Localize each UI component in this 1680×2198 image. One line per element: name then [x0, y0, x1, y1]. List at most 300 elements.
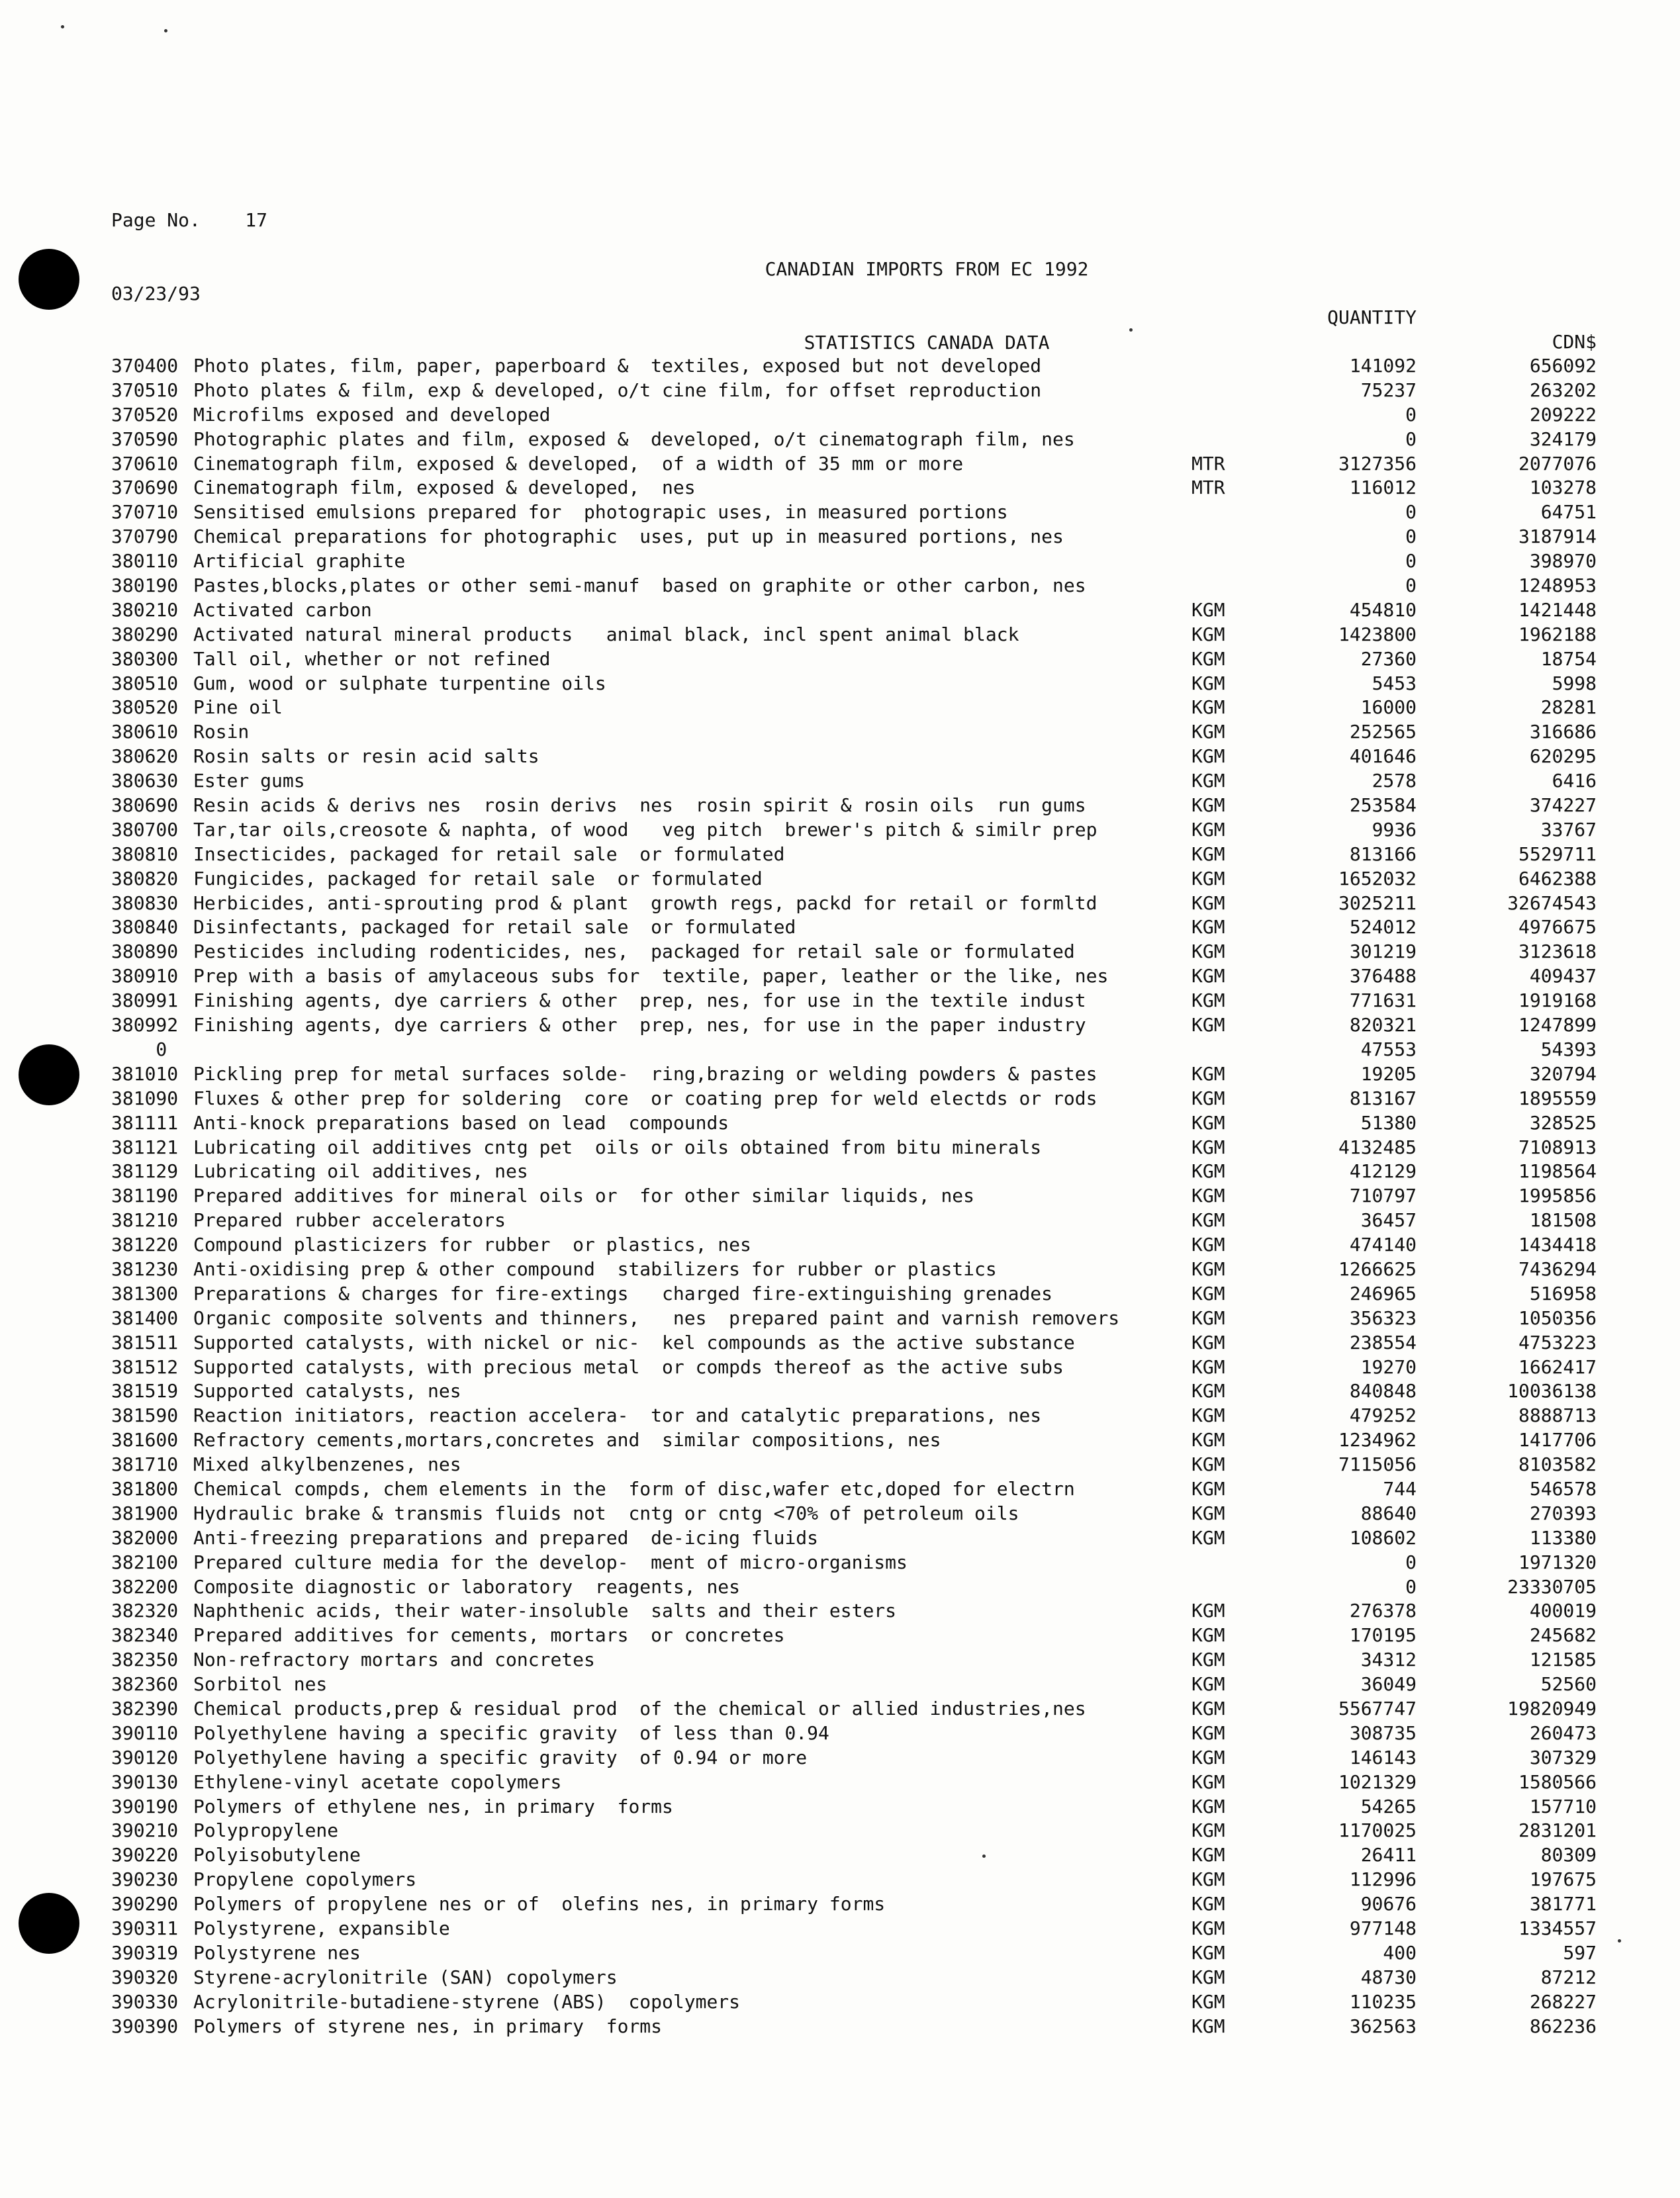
cdn-value: 1962188 [1518, 623, 1597, 645]
cdn-value: 1895559 [1518, 1087, 1597, 1109]
unit-of-measure: KGM [1191, 1380, 1225, 1402]
cdn-value: 1417706 [1518, 1429, 1597, 1451]
cdn-value: 28281 [1540, 696, 1597, 719]
table-row [0, 1232, 1680, 1257]
unit-of-measure: KGM [1191, 1600, 1225, 1622]
commodity-description: Pastes,blocks,plates or other semi-manuf based on graphite or other carbon, nes [193, 574, 1086, 597]
commodity-code: 370520 [111, 403, 179, 426]
unit-of-measure: KGM [1191, 1258, 1225, 1280]
unit-of-measure: KGM [1191, 818, 1225, 841]
quantity-value: 813167 [1349, 1087, 1417, 1109]
unit-of-measure: KGM [1191, 721, 1225, 743]
commodity-code: 370590 [111, 428, 179, 450]
commodity-code: 382340 [111, 1624, 179, 1647]
commodity-code: 380840 [111, 916, 179, 939]
commodity-description: Prepared additives for cements, mortars or concretes [193, 1624, 785, 1647]
quantity-value: 252565 [1349, 721, 1417, 743]
quantity-value: 7115056 [1338, 1453, 1417, 1476]
unit-of-measure: KGM [1191, 843, 1225, 865]
cdn-value: 19820949 [1507, 1697, 1597, 1719]
commodity-description: Resin acids & derivs nes rosin derivs nes rosin spirit & rosin oils run gums [193, 794, 1086, 817]
table-row [0, 1379, 1680, 1403]
commodity-code: 390320 [111, 1966, 179, 1988]
unit-of-measure: KGM [1191, 1185, 1225, 1207]
table-row [0, 1721, 1680, 1745]
unit-of-measure: KGM [1191, 1819, 1225, 1842]
commodity-description: Chemical preparations for photographic uses, put up in measured portions, nes [193, 526, 1064, 548]
unit-of-measure: KGM [1191, 1941, 1225, 1964]
quantity-value: 36457 [1360, 1209, 1417, 1232]
commodity-description: Pickling prep for metal surfaces solde- ring,brazing or welding powders & pastes [193, 1062, 1097, 1085]
table-row [0, 1355, 1680, 1379]
table-row [0, 1990, 1680, 2014]
commodity-code: 381300 [111, 1282, 179, 1305]
table-row [0, 964, 1680, 988]
commodity-description: Acrylonitrile-butadiene-styrene (ABS) copolymers [193, 1990, 741, 2013]
cdn-value: 263202 [1529, 379, 1597, 401]
quantity-value: 0 [1405, 574, 1417, 597]
commodity-description: Organic composite solvents and thinners, nes prepared paint and varnish removers [193, 1306, 1120, 1329]
commodity-description: Polymers of styrene nes, in primary forms [193, 2015, 663, 2037]
cdn-value: 1434418 [1518, 1234, 1597, 1256]
quantity-value: 454810 [1349, 598, 1417, 621]
commodity-description: Mixed alkylbenzenes, nes [193, 1453, 461, 1476]
commodity-code: 381400 [111, 1306, 179, 1329]
table-row [0, 353, 1680, 378]
cdn-value: 597 [1563, 1941, 1597, 1964]
cdn-value: 2831201 [1518, 1819, 1597, 1842]
cdn-value: 33767 [1540, 818, 1597, 841]
table-row [0, 2014, 1680, 2038]
commodity-code: 381111 [111, 1111, 179, 1134]
cdn-value: 1247899 [1518, 1014, 1597, 1036]
table-row [0, 1892, 1680, 1916]
unit-of-measure: KGM [1191, 1990, 1225, 2013]
table-row [0, 1501, 1680, 1526]
cdn-value: 87212 [1540, 1966, 1597, 1988]
unit-of-measure: KGM [1191, 1649, 1225, 1671]
table-row [0, 768, 1680, 793]
cdn-value: 1421448 [1518, 598, 1597, 621]
commodity-code: 390319 [111, 1941, 179, 1964]
commodity-description: Anti-freezing preparations and prepared de-icing fluids [193, 1526, 819, 1549]
table-row [0, 1941, 1680, 1965]
commodity-code: 380890 [111, 940, 179, 963]
quantity-value: 0 [1405, 403, 1417, 426]
cdn-value: 398970 [1529, 550, 1597, 572]
unit-of-measure: KGM [1191, 1306, 1225, 1329]
unit-of-measure: MTR [1191, 452, 1225, 475]
unit-of-measure: KGM [1191, 1844, 1225, 1866]
table-row [0, 1086, 1680, 1111]
cdn-value: 546578 [1529, 1477, 1597, 1500]
cdn-value: 862236 [1529, 2015, 1597, 2037]
commodity-description: Lubricating oil additives cntg pet oils or oils obtained from bitu minerals [193, 1136, 1042, 1158]
table-row [0, 842, 1680, 866]
cdn-value: 1919168 [1518, 989, 1597, 1012]
cdn-value: 516958 [1529, 1282, 1597, 1305]
unit-of-measure: KGM [1191, 1062, 1225, 1085]
commodity-code: 382360 [111, 1673, 179, 1696]
quantity-value: 840848 [1349, 1380, 1417, 1402]
unit-of-measure: KGM [1191, 1770, 1225, 1793]
cdn-value: 1662417 [1518, 1355, 1597, 1378]
quantity-value: 0 [1405, 1551, 1417, 1573]
table-row [0, 891, 1680, 915]
table-row [0, 622, 1680, 647]
table-row [0, 793, 1680, 817]
cdn-value: 7436294 [1518, 1258, 1597, 1280]
cdn-value: 4976675 [1518, 916, 1597, 939]
commodity-description: Polymers of ethylene nes, in primary forms [193, 1795, 673, 1817]
quantity-value: 3127356 [1338, 452, 1417, 475]
commodity-description: Prepared additives for mineral oils or for other similar liquids, nes [193, 1185, 975, 1207]
commodity-description: Naphthenic acids, their water-insoluble salts and their esters [193, 1600, 897, 1622]
commodity-code: 381512 [111, 1355, 179, 1378]
commodity-description: Fungicides, packaged for retail sale or formulated [193, 867, 763, 890]
commodity-description: Herbicides, anti-sprouting prod & plant growth regs, packd for retail or formltd [193, 892, 1097, 914]
table-row [0, 1696, 1680, 1721]
cdn-value: 157710 [1529, 1795, 1597, 1817]
quantity-value: 48730 [1360, 1966, 1417, 1988]
unit-of-measure: KGM [1191, 672, 1225, 694]
quantity-value: 3025211 [1338, 892, 1417, 914]
scan-speck [61, 25, 64, 28]
commodity-description: Preparations & charges for fire-extings charged fire-extinguishing grenades [193, 1282, 1053, 1305]
unit-of-measure: KGM [1191, 1746, 1225, 1768]
unit-of-measure: KGM [1191, 623, 1225, 645]
table-row [0, 1306, 1680, 1330]
table-row [0, 988, 1680, 1013]
commodity-description: Anti-knock preparations based on lead compounds [193, 1111, 729, 1134]
commodity-code: 370690 [111, 477, 179, 499]
quantity-value: 19205 [1360, 1062, 1417, 1085]
page-number: 17 [245, 209, 268, 231]
table-row [0, 451, 1680, 476]
cdn-value: 103278 [1529, 477, 1597, 499]
commodity-code: 380300 [111, 647, 179, 670]
quantity-value: 977148 [1349, 1917, 1417, 1939]
commodity-code: 380992 [111, 1014, 179, 1036]
commodity-code: 382390 [111, 1697, 179, 1719]
commodity-code: 381090 [111, 1087, 179, 1109]
cdn-value: 6416 [1552, 770, 1597, 792]
table-row [0, 1403, 1680, 1428]
table-row [0, 475, 1680, 500]
commodity-code: 381590 [111, 1404, 179, 1427]
table-row [0, 1208, 1680, 1232]
unit-of-measure: KGM [1191, 1282, 1225, 1305]
table-row [0, 647, 1680, 671]
commodity-description: Gum, wood or sulphate turpentine oils [193, 672, 606, 694]
commodity-code: 390390 [111, 2015, 179, 2037]
quantity-value: 1234962 [1338, 1429, 1417, 1451]
unit-of-measure: KGM [1191, 745, 1225, 768]
cdn-value: 6462388 [1518, 867, 1597, 890]
quantity-value: 9936 [1372, 818, 1417, 841]
table-row [0, 1575, 1680, 1599]
table-row [0, 1526, 1680, 1550]
unit-of-measure: KGM [1191, 1404, 1225, 1427]
cdn-value: 374227 [1529, 794, 1597, 817]
quantity-value: 744 [1383, 1477, 1417, 1500]
quantity-value: 246965 [1349, 1282, 1417, 1305]
unit-of-measure: KGM [1191, 1355, 1225, 1378]
commodity-description: Chemical products,prep & residual prod of the chemical or allied industries,nes [193, 1697, 1086, 1719]
commodity-code: 381900 [111, 1502, 179, 1524]
quantity-value: 820321 [1349, 1014, 1417, 1036]
unit-of-measure: KGM [1191, 1721, 1225, 1744]
commodity-description: Insecticides, packaged for retail sale or formulated [193, 843, 785, 865]
cdn-value: 316686 [1529, 721, 1597, 743]
commodity-description: Prepared rubber accelerators [193, 1209, 506, 1232]
unit-of-measure: KGM [1191, 1136, 1225, 1158]
unit-of-measure: KGM [1191, 1160, 1225, 1183]
unit-of-measure: KGM [1191, 1209, 1225, 1232]
table-row [0, 1111, 1680, 1135]
commodity-description: Rosin salts or resin acid salts [193, 745, 539, 768]
quantity-value: 108602 [1349, 1526, 1417, 1549]
commodity-description: Fluxes & other prep for soldering core or coating prep for weld electds or rods [193, 1087, 1097, 1109]
commodity-description: Prep with a basis of amylaceous subs for textile, paper, leather or the like, nes [193, 965, 1109, 987]
commodity-description: Tall oil, whether or not refined [193, 647, 551, 670]
commodity-code: 380910 [111, 965, 179, 987]
commodity-code: 381519 [111, 1380, 179, 1402]
cdn-value: 270393 [1529, 1502, 1597, 1524]
table-row [0, 598, 1680, 622]
unit-of-measure: KGM [1191, 1526, 1225, 1549]
quantity-value: 0 [1405, 428, 1417, 450]
cdn-value: 656092 [1529, 355, 1597, 377]
table-row [0, 1183, 1680, 1208]
cdn-value: 113380 [1529, 1526, 1597, 1549]
quantity-value: 4132485 [1338, 1136, 1417, 1158]
commodity-description: Polystyrene nes [193, 1941, 361, 1964]
quantity-value: 1021329 [1338, 1770, 1417, 1793]
commodity-code: 390110 [111, 1721, 179, 1744]
commodity-description: Propylene copolymers [193, 1868, 417, 1891]
commodity-code: 380520 [111, 696, 179, 719]
cdn-value: 324179 [1529, 428, 1597, 450]
quantity-column-header: QUANTITY [1327, 306, 1417, 328]
commodity-code: 380110 [111, 550, 179, 572]
commodity-description: Activated carbon [193, 598, 372, 621]
quantity-value: 170195 [1349, 1624, 1417, 1647]
quantity-value: 0 [1405, 550, 1417, 572]
quantity-value: 356323 [1349, 1306, 1417, 1329]
cdn-value: 18754 [1540, 647, 1597, 670]
table-row [0, 1843, 1680, 1867]
scan-speck [164, 29, 167, 32]
commodity-code: 382350 [111, 1649, 179, 1671]
table-row [0, 1867, 1680, 1892]
commodity-code: 381129 [111, 1160, 179, 1183]
commodity-code: 380820 [111, 867, 179, 890]
commodity-code: 390220 [111, 1844, 179, 1866]
unit-of-measure: KGM [1191, 1234, 1225, 1256]
cdn-value: 8888713 [1518, 1404, 1597, 1427]
commodity-code: 370710 [111, 501, 179, 524]
table-row [0, 817, 1680, 842]
page-label: Page No. [111, 209, 201, 231]
cdn-value: 1995856 [1518, 1185, 1597, 1207]
quantity-value: 2578 [1372, 770, 1417, 792]
quantity-value: 771631 [1349, 989, 1417, 1012]
commodity-description: Chemical compds, chem elements in the form of disc,wafer etc,doped for electrn [193, 1477, 1075, 1500]
quantity-value: 1423800 [1338, 623, 1417, 645]
commodity-description: Lubricating oil additives, nes [193, 1160, 528, 1183]
quantity-value: 276378 [1349, 1600, 1417, 1622]
cdn-value: 209222 [1529, 403, 1597, 426]
commodity-code: 370510 [111, 379, 179, 401]
table-row [0, 573, 1680, 598]
unit-of-measure: KGM [1191, 916, 1225, 939]
quantity-value: 36049 [1360, 1673, 1417, 1696]
table-row [0, 915, 1680, 939]
commodity-code: 381010 [111, 1062, 179, 1085]
cdn-value: 245682 [1529, 1624, 1597, 1647]
cdn-value: 307329 [1529, 1746, 1597, 1768]
quantity-value: 813166 [1349, 843, 1417, 865]
cdn-value: 620295 [1529, 745, 1597, 768]
commodity-description: Microfilms exposed and developed [193, 403, 551, 426]
quantity-value: 27360 [1360, 647, 1417, 670]
commodity-description: Styrene-acrylonitrile (SAN) copolymers [193, 1966, 618, 1988]
unit-of-measure: KGM [1191, 1917, 1225, 1939]
cdn-value: 121585 [1529, 1649, 1597, 1671]
unit-of-measure: KGM [1191, 1453, 1225, 1476]
table-row [0, 1062, 1680, 1086]
cdn-value: 5529711 [1518, 843, 1597, 865]
commodity-code: 370790 [111, 526, 179, 548]
table-row [0, 427, 1680, 451]
commodity-code: 382000 [111, 1526, 179, 1549]
commodity-description: Supported catalysts, with nickel or nic- kel compounds as the active substance [193, 1331, 1075, 1353]
commodity-description: Finishing agents, dye carriers & other prep, nes, for use in the textile indust [193, 989, 1086, 1012]
quantity-value: 47553 [1360, 1038, 1417, 1060]
unit-of-measure: KGM [1191, 1429, 1225, 1451]
unit-of-measure: KGM [1191, 2015, 1225, 2037]
report-date: 03/23/93 [111, 283, 201, 304]
commodity-description: Pesticides including rodenticides, nes, packaged for retail sale or formulated [193, 940, 1075, 963]
commodity-description: Sensitised emulsions prepared for photograpic uses, in measured portions [193, 501, 1008, 524]
commodity-code: 380190 [111, 574, 179, 597]
table-row [0, 402, 1680, 427]
cdn-value: 1198564 [1518, 1160, 1597, 1183]
unit-of-measure: KGM [1191, 1624, 1225, 1647]
commodity-description: Polyethylene having a specific gravity of less than 0.94 [193, 1721, 829, 1744]
table-row [0, 1135, 1680, 1160]
quantity-value: 88640 [1360, 1502, 1417, 1524]
cdn-value: 7108913 [1518, 1136, 1597, 1158]
cdn-value: 381771 [1529, 1893, 1597, 1915]
unit-of-measure: KGM [1191, 598, 1225, 621]
unit-of-measure: KGM [1191, 1893, 1225, 1915]
commodity-code: 380991 [111, 989, 179, 1012]
import-table [0, 353, 1680, 2038]
commodity-code: 381600 [111, 1429, 179, 1451]
quantity-value: 400 [1383, 1941, 1417, 1964]
quantity-value: 110235 [1349, 1990, 1417, 2013]
commodity-description: Compound plasticizers for rubber or plastics, nes [193, 1234, 751, 1256]
commodity-description: Polymers of propylene nes or of olefins nes, in primary forms [193, 1893, 886, 1915]
cdn-value: 23330705 [1507, 1575, 1597, 1598]
commodity-code: 390130 [111, 1770, 179, 1793]
commodity-description: Photographic plates and film, exposed & developed, o/t cinematograph film, nes [193, 428, 1075, 450]
unit-of-measure: KGM [1191, 1502, 1225, 1524]
cdn-value: 8103582 [1518, 1453, 1597, 1476]
commodity-description: Non-refractory mortars and concretes [193, 1649, 595, 1671]
commodity-code: 380690 [111, 794, 179, 817]
commodity-code: 380830 [111, 892, 179, 914]
unit-of-measure: KGM [1191, 1014, 1225, 1036]
quantity-value: 75237 [1360, 379, 1417, 401]
quantity-value: 141092 [1349, 355, 1417, 377]
quantity-value: 51380 [1360, 1111, 1417, 1134]
commodity-description: Photo plates, film, paper, paperboard & textiles, exposed but not developed [193, 355, 1042, 377]
commodity-description: Reaction initiators, reaction accelera- tor and catalytic preparations, nes [193, 1404, 1042, 1427]
commodity-description: Artificial graphite [193, 550, 406, 572]
table-row [0, 1965, 1680, 1990]
cdn-value: 80309 [1540, 1844, 1597, 1866]
commodity-code: 390311 [111, 1917, 179, 1939]
commodity-code: 380630 [111, 770, 179, 792]
quantity-value: 116012 [1349, 477, 1417, 499]
unit-of-measure: KGM [1191, 1477, 1225, 1500]
table-row [0, 1550, 1680, 1575]
unit-of-measure: KGM [1191, 770, 1225, 792]
quantity-value: 16000 [1360, 696, 1417, 719]
table-row [0, 500, 1680, 524]
commodity-description: Anti-oxidising prep & other compound stabilizers for rubber or plastics [193, 1258, 997, 1280]
table-row [0, 939, 1680, 964]
quantity-value: 301219 [1349, 940, 1417, 963]
quantity-value: 26411 [1360, 1844, 1417, 1866]
commodity-code: 381121 [111, 1136, 179, 1158]
cdn-value: 1050356 [1518, 1306, 1597, 1329]
unit-of-measure: KGM [1191, 647, 1225, 670]
commodity-code: 380700 [111, 818, 179, 841]
unit-of-measure: KGM [1191, 965, 1225, 987]
quantity-value: 112996 [1349, 1868, 1417, 1891]
cdn-column-header: CDN$ [1552, 331, 1597, 353]
commodity-code: 390230 [111, 1868, 179, 1891]
table-row [0, 1647, 1680, 1672]
table-row [0, 1452, 1680, 1477]
commodity-code: 380810 [111, 843, 179, 865]
cdn-value: 4753223 [1518, 1331, 1597, 1353]
table-row [0, 1770, 1680, 1794]
commodity-description: Ethylene-vinyl acetate copolymers [193, 1770, 562, 1793]
quantity-value: 0 [1405, 1575, 1417, 1598]
table-row [0, 549, 1680, 573]
cdn-value: 32674543 [1507, 892, 1597, 914]
commodity-code: 380510 [111, 672, 179, 694]
quantity-value: 412129 [1349, 1160, 1417, 1183]
unit-of-measure: KGM [1191, 1087, 1225, 1109]
table-row [0, 378, 1680, 402]
quantity-value: 5453 [1372, 672, 1417, 694]
quantity-value: 54265 [1360, 1795, 1417, 1817]
table-row [0, 1916, 1680, 1941]
cdn-value: 10036138 [1507, 1380, 1597, 1402]
quantity-value: 308735 [1349, 1721, 1417, 1744]
commodity-description: Pine oil [193, 696, 283, 719]
commodity-description: Rosin [193, 721, 250, 743]
cdn-value: 400019 [1529, 1600, 1597, 1622]
table-row [0, 695, 1680, 719]
table-row [0, 1818, 1680, 1843]
